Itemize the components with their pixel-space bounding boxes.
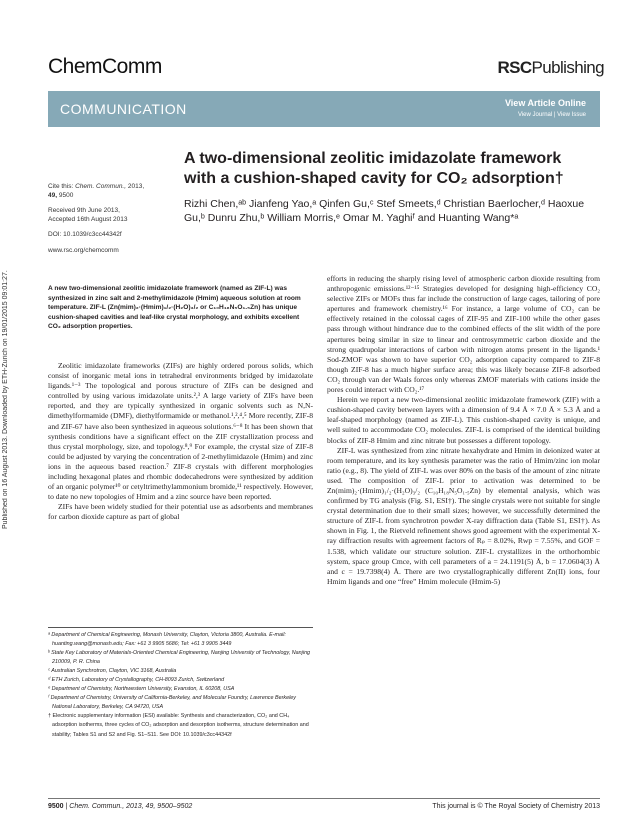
page-number: 9500 [48, 803, 64, 810]
cite-volume: 49, [48, 191, 58, 199]
cite-year: 2013, [127, 183, 145, 190]
footer-journal-ref: Chem. Commun., 2013, 49, 9500–9502 [69, 803, 193, 810]
body-column-right [327, 274, 600, 587]
paragraph: ZIFs have been widely studied for their potential use as adsorbents and membranes for carbon dioxide capture as part of global [48, 502, 313, 522]
footer-citation: 9500 | Chem. Commun., 2013, 49, 9500–9502 [48, 803, 193, 810]
doi[interactable]: DOI: 10.1039/c3cc44342f [48, 231, 122, 238]
paragraph: efforts in reducing the sharply rising level of atmospheric carbon dioxide resulting from anthropogenic emissions.¹²⁻¹⁵ Strategies developed for designing high-efficiency CO₂ selective ZIFs or MOFs thus far include the construction of large cages, tailoring of pore apertures and framework chemistry.¹⁶ For instance, a large volume of CO₂ can be effectively retained in the colossal cages of ZIF-95 and ZIF-100 while the other gases pass through without hindrance due to the combined effects of the slit width of the pore apertures being similar in size to linear and centrosymmetric carbon dioxide and the strong quadrupolar interactions of carbon with nitrogen atoms present in the ligands.¹ Sod-ZMOF was shown to have superior CO₂ adsorption capacity compared to ZIF-8 though ZIF-8 has a much higher surface area; this was likely because ZIF-8 adsorbed CO₂ through van der Waals forces only whereas ZMOF materials with cations inside the pores could interact with CO₂.¹⁷ [327, 274, 600, 395]
author-list: Rizhi Chen,ᵃᵇ Jianfeng Yao,ᵃ Qinfen Gu,ᶜ Stef Smeets,ᵈ Christian Baerlocher,ᵈ Haoxue Gu,ᵇ Dunru Zhu,ᵇ William Morris,ᵉ Omar M. Yaghiᶠ and Huanting Wang*ᵃ [184, 198, 585, 224]
footnote-affiliation: ᵃ Department of Chemical Engineering, Monash University, Clayton, Victoria 3800, Australia. E-mail: huanting.wang@monash.edu; Fax: +61 3 9905 5686; Tel: +61 3 9905 3449 [48, 632, 286, 648]
journal-url[interactable]: www.rsc.org/chemcomm [48, 246, 119, 254]
cite-label: Cite this: [48, 183, 74, 190]
article-title: A two-dimensional zeolitic imidazolate framework with a cushion-shaped cavity for CO₂ adsorption† [184, 150, 564, 187]
footnote-affiliation: ᶜ Australian Synchrotron, Clayton, VIC 3168, Australia [48, 668, 177, 675]
paragraph: ZIF-L was synthesized from zinc nitrate hexahydrate and Hmim in deionized water at room temperature, and its key synthesis parameter was the ratio of Hmim/zinc ion molar ratio (e.g., 8). The yield of ZIF-L was over 80% on the basis of the amount of zinc nitrate used. The composition of ZIF-L prior to activation was determined to be Zn(mim)₂·(Hmim)₁/₂·(H₂O)₃/₂ (C₁₀H₁₈N₅O₁.₅Zn) by elemental analysis, which was confirmed by TG analysis (Fig. S1, ESI†). The single crystals were not suitable for single crystal determination due to their small sizes; however, we successfully determined the structure of ZIF-L from synchrotron powder X-ray diffraction data (Table S1, ESI†). As shown in Fig. 1, the Rietveld refinement shows good agreement with the experimental X-ray diffraction results with agreement factors of Rₚ = 8.02%, Rwp = 7.55%, and GOF = 1.538, which validate our structure solution. ZIF-L crystallizes in the orthorhombic system, space group Cmce, with cell parameters of a = 24.1191(5) Å, b = 17.0604(3) Å and c = 19.7398(4) Å. There are two crystallographically different Zn(II) ions, four Hmim ligands and one “free” Hmim molecule (Hmim-5) [327, 445, 600, 586]
publisher-rsc: RSC [497, 58, 532, 77]
paragraph: Zeolitic imidazolate frameworks (ZIFs) are highly ordered porous solids, which consist of inorganic metal ions in tetrahedral environments bridged by imidazolate ligands.¹⁻³ The topological and porous structure of ZIFs can be designed and controlled by using various imidazolate units.²,³ A large variety of ZIFs have been reported, and they are typically synthesized in organic solvents such as N,N-dimethylformamide (DMF), diethylformamide or methanol.¹,²,⁴,⁵ More recently, ZIF-8 and ZIF-67 have also been synthesized in aqueous solutions.⁶⁻⁸ It has been shown that synthesis conditions have a significant effect on the ZIF crystallization process and thus crystal morphology, size, and topology.⁸,⁹ For example, the crystal size of ZIF-8 could be adjusted by varying the concentration of 2-methylimidazole (Hmim) and zinc ions in the aqueous based reaction.⁷ ZIF-8 crystals with different morphologies including hexagonal plates and rhombic dodecahedrons were synthesized by addition of an organic polymer¹⁰ or cetyltrimethylammonium bromide,¹¹ respectively. However, to date no new topologies of Hmim and a zinc source have been reported. [48, 361, 313, 502]
footnote-esi: † Electronic supplementary information (ESI) available: Synthesis and characterization, CO₂ and CH₄ adsorption isotherms, three cycles of CO₂ adsorption and desorption isotherms, structure determination and stability; Tables S1 and S2 and Fig. S1–S11. See DOI: 10.1039/c3cc44342f [48, 713, 309, 738]
article-type-banner [48, 91, 600, 127]
cite-journal: Chem. Commun., [75, 183, 127, 190]
footnote-divider [48, 627, 313, 628]
cite-line [48, 183, 168, 192]
paragraph: Herein we report a new two-dimensional zeolitic imidazolate framework (ZIF) with a cushion-shaped cavity between layers with a dimension of 9.4 Å × 7.0 Å × 5.3 Å and a leaf-shaped morphology (named as ZIF-L). This cushion-shaped cavity is unique, and well suited to accommodate CO₂ molecules. ZIF-L is comprised of the identical building blocks of ZIF-8 Hmim and zinc nitrate but possesses a different topology. [327, 395, 600, 445]
footnote-affiliation: ᶠ Department of Chemistry, University of California-Berkeley, and Molecular Foundry, Lawrence Berkeley National Laboratory, Berkeley, CA 94720, USA [48, 695, 296, 711]
accepted-date: Accepted 16th August 2013 [48, 215, 128, 223]
abstract: A new two-dimensional zeolitic imidazolate framework (named as ZIF-L) was synthesized in zinc salt and 2-methylimidazole (Hmim) aqueous solution at room temperature. ZIF-L (Zn(mim)₂·(Hmim)₁/₂·(H₂O)₃/₂ or C₁₀H₁₈N₅O₁.₅Zn) has unique cushion-shaped cavities and leaf-like crystal morphology, and exhibits excellent CO₂ adsorption properties. [48, 285, 301, 331]
publisher-publishing: Publishing [531, 58, 604, 77]
received-date: Received 9th June 2013, [48, 207, 120, 214]
publisher-logo [497, 58, 604, 78]
view-article-online-link[interactable]: View Article Online [504, 98, 586, 108]
footnote-affiliation: ᵉ Department of Chemistry, Northwestern University, Evanston, IL 60208, USA [48, 686, 235, 693]
article-type: COMMUNICATION [60, 101, 187, 117]
view-journal-issue-links[interactable]: View Journal | View Issue [517, 112, 586, 118]
cite-pages: 9500 [58, 191, 74, 199]
journal-name: ChemComm [48, 55, 162, 78]
download-stamp: Published on 16 August 2013. Downloaded by ETH-Zurich on 19/01/2015 09:01:27. [2, 270, 9, 530]
body-column-left [48, 361, 313, 523]
citation-block [48, 183, 168, 255]
footer-divider [48, 798, 600, 799]
footnotes [48, 631, 313, 740]
footnote-affiliation: ᵇ State Key Laboratory of Materials-Oriented Chemical Engineering, Nanjing University of Technology, Nanjing 210009, P. R. China [48, 650, 311, 666]
footer-copyright: This journal is © The Royal Society of Chemistry 2013 [432, 803, 600, 810]
footnote-affiliation: ᵈ ETH Zurich, Laboratory of Crystallography, CH-8093 Zurich, Switzerland [48, 677, 225, 684]
cite-volume-line [48, 192, 168, 201]
